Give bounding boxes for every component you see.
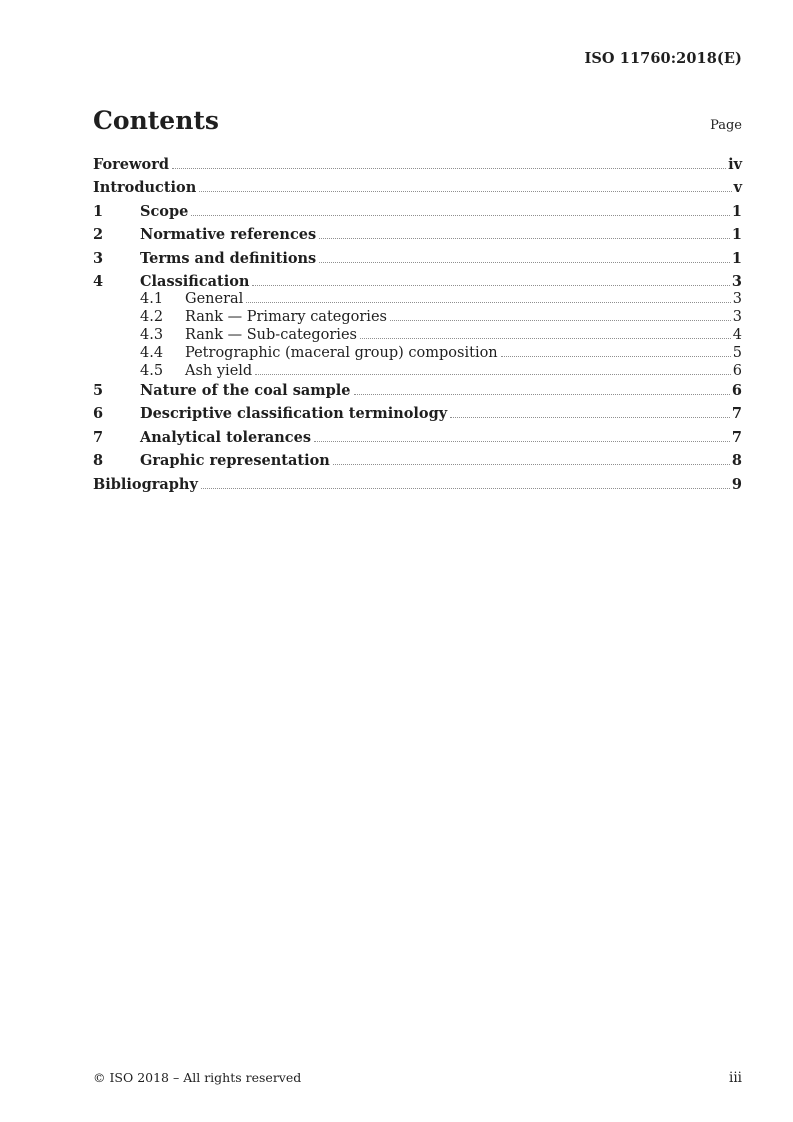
toc-entry-page: 7 (731, 428, 742, 446)
toc-entry-page: 3 (731, 273, 742, 290)
dot-leader (450, 417, 730, 418)
toc-entry[interactable] (93, 157, 742, 172)
toc-entry-page: 3 (732, 291, 742, 307)
toc-entry-page: 8 (731, 452, 742, 469)
toc-entry-number: 4.5 (140, 363, 164, 379)
dot-leader (252, 285, 729, 286)
toc-entry-number: 4.2 (140, 309, 164, 325)
toc-entry-label: Petrographic (maceral group) composition (185, 345, 498, 361)
toc-entry-label: Bibliography (93, 475, 198, 493)
contents-header (93, 106, 742, 135)
dot-leader (501, 356, 731, 357)
toc-entry-label: Ash yield (185, 363, 253, 379)
dot-leader (172, 168, 726, 169)
toc-entry-page: 1 (731, 202, 742, 220)
dot-leader (314, 441, 730, 442)
toc-entry-label: Normative references (140, 226, 317, 243)
toc-entry-label: Graphic representation (140, 452, 330, 469)
toc-entry-label: Scope (140, 202, 189, 220)
dot-leader (354, 394, 730, 395)
toc-entry[interactable] (93, 274, 742, 289)
dot-leader (246, 302, 730, 303)
toc-entry[interactable] (93, 453, 742, 468)
toc-entry-page: 6 (731, 381, 742, 399)
toc-entry-number: 3 (93, 249, 104, 267)
toc-entry-number: 6 (93, 405, 104, 422)
dot-leader (319, 238, 730, 239)
toc-entry-label: Foreword (93, 155, 169, 173)
dot-leader (199, 191, 731, 192)
toc-entry-number: 4.1 (140, 291, 164, 307)
toc-entry-label: Nature of the coal sample (140, 381, 351, 399)
toc-entry-number: 5 (93, 381, 104, 399)
dot-leader (201, 488, 730, 489)
toc-entry-page: v (733, 179, 742, 196)
toc-entry-label: Analytical tolerances (140, 428, 312, 446)
toc-entry[interactable] (93, 180, 742, 195)
toc-entry-page: 6 (732, 363, 742, 379)
toc-entry-number: 4.3 (140, 327, 164, 343)
toc-entry[interactable] (93, 204, 742, 219)
toc-entry-page: 7 (731, 405, 742, 422)
toc-entry-number: 4.4 (140, 345, 164, 361)
dot-leader (360, 338, 731, 339)
toc-entry[interactable] (93, 406, 742, 421)
toc-entry[interactable] (93, 430, 742, 445)
toc-entry-number: 7 (93, 428, 104, 446)
toc-entry-page: 1 (731, 226, 742, 243)
toc-entry-label: Rank — Sub-categories (185, 327, 357, 343)
toc-entry-page: iv (728, 155, 742, 173)
toc-entry[interactable] (140, 364, 742, 379)
toc-entry-label: Introduction (93, 179, 197, 196)
document-reference: ISO 11760:2018(E) (584, 50, 742, 67)
toc-entry-number: 4 (93, 273, 104, 290)
toc-entry-number: 2 (93, 226, 104, 243)
toc-entry[interactable] (140, 346, 742, 361)
toc-entry-page: 9 (731, 475, 742, 493)
dot-leader (319, 262, 730, 263)
dot-leader (255, 374, 731, 375)
toc-entry[interactable] (93, 251, 742, 266)
page-column-label: Page (710, 118, 742, 133)
toc-entry[interactable] (93, 227, 742, 242)
toc-entry-label: Descriptive classification terminology (140, 405, 448, 422)
toc-entry[interactable] (140, 310, 742, 325)
toc-entry[interactable] (93, 477, 742, 492)
toc-entry[interactable] (140, 328, 742, 343)
toc-entry-page: 5 (732, 345, 742, 361)
toc-entry-number: 8 (93, 452, 104, 469)
toc-entry[interactable] (140, 292, 742, 307)
page-footer (93, 1070, 742, 1086)
toc-entry-label: Terms and definitions (140, 249, 317, 267)
dot-leader (191, 215, 730, 216)
toc-entry-label: Rank — Primary categories (185, 309, 387, 325)
dot-leader (390, 320, 731, 321)
page-number: iii (729, 1070, 742, 1086)
toc-entry-page: 3 (732, 309, 742, 325)
toc-entry-page: 4 (732, 327, 742, 343)
toc-entry-number: 1 (93, 202, 104, 220)
dot-leader (333, 464, 730, 465)
contents-title: Contents (93, 106, 220, 135)
toc-entry-label: Classification (140, 273, 250, 290)
toc-entry-label: General (185, 291, 244, 307)
toc-entry[interactable] (93, 383, 742, 398)
toc-entry-page: 1 (731, 249, 742, 267)
copyright-notice: © ISO 2018 – All rights reserved (93, 1070, 302, 1085)
table-of-contents (93, 148, 742, 492)
